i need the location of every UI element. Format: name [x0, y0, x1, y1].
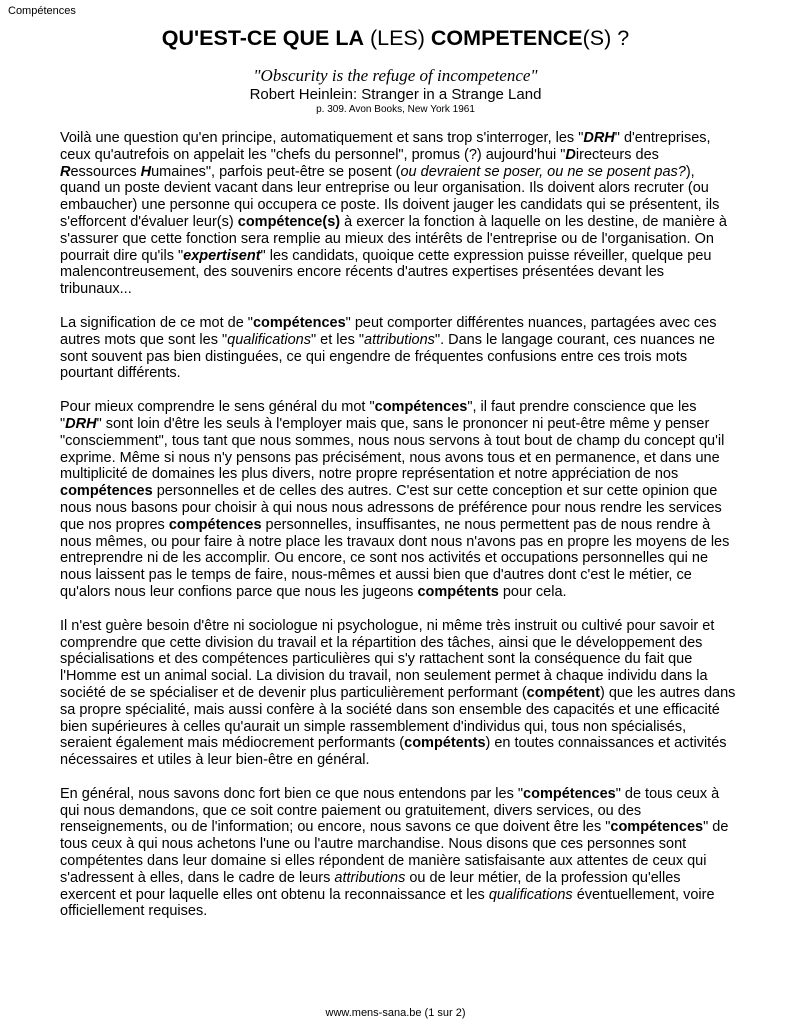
page-title — [0, 26, 791, 51]
paragraph-5 — [60, 786, 736, 920]
text-run: " d'entreprises, ceux qu'autrefois on appelait les "chefs du personnel", promus (?) aujourd'hui " — [60, 130, 711, 163]
text-run: compétences — [523, 785, 616, 802]
paragraph-3 — [60, 399, 736, 601]
text-run: éventuellement, voire officiellement requises. — [60, 886, 715, 920]
text-run: D — [565, 146, 576, 163]
text-run: pour cela. — [498, 583, 567, 600]
text-run: personnelles, insuffisantes, ne nous permettent pas de nous rendre à nous mêmes, ou pour faire à notre place les travaux dont nous n'avons pas en propre les moyens de les entreprendre ni de les accomplir. Ou encore, ce sont nos activités et occupations personnelles qui ne nous laissent pas le temps de faire, nous-mêmes et aussi bien que d'autres dont c'est le métier, ce qu'alors nous leur confions parce que nous les jugeons — [60, 516, 730, 600]
text-run: Pour mieux comprendre le sens général du mot " — [60, 399, 375, 416]
text-run: à exercer la fonction à laquelle on les destine, de manière à s'assurer que cette fonction sera remplie au mieux des intérêts de l'entreprise ou de l'organisation. On pourrait dire qu'ils " — [60, 213, 727, 264]
page-footer: www.mens-sana.be (1 sur 2) — [325, 1007, 466, 1019]
text-run: Il n'est guère besoin d'être ni sociologue ni psychologue, ni même très instruit ou cultivé pour savoir et comprendre que cette division du travail et la répartition des tâches, ainsi que le développement des spécialisations et des compétences particulières qui s'y rattachent sont la conséquence du fait que l'Homme est un animal social. La division du travail, non seulement permet à chaque individu dans la société de se spécialiser et de devenir plus particulièrement performant ( — [60, 617, 715, 701]
text-run: compétents — [417, 583, 499, 600]
text-run: ou de leur métier, de la profession qu'elles exercent et pour laquelle elles ont obtenu la reconnaissance et les — [60, 869, 681, 903]
paragraph-2 — [60, 315, 736, 382]
text-run: attributions — [364, 331, 435, 348]
text-run: En général, nous savons donc fort bien ce que nous entendons par les " — [60, 785, 524, 802]
text-run: irecteurs des — [575, 146, 659, 163]
title-part-4: (S) ? — [582, 26, 630, 50]
text-run: H — [140, 163, 152, 180]
text-run: compétence(s) — [237, 213, 341, 230]
text-run: ), quand un poste devient vacant dans leur entreprise ou leur organisation. Ils doivent alors recruter (ou embaucher) une personne qui occupera ce poste. Ils doivent jauger les candidats qui se présentent, ils s'efforcent d'évaluer leur(s) — [60, 163, 720, 230]
text-run: compétences — [252, 314, 346, 331]
article-body — [60, 130, 736, 937]
title-part-1: QU'EST-CE QUE LA — [161, 26, 364, 50]
text-run: " et les " — [310, 331, 364, 348]
text-run: compétences — [60, 483, 153, 500]
text-run: " de tous ceux à qui nous demandons, que ce soit contre paiement ou gratuitement, divers services, ou des renseignements, ou de l'information; ou encore, nous savons ce que doivent être les " — [60, 785, 720, 836]
text-run: ) que les autres dans sa propre spécialité, mais aussi confère à la société dans son ensemble des capacités et une efficacité bien supérieures à celles qu'aurait un simple rassemblement d'individus qui, tous non spécialisés, seraient également mais médiocrement performants ( — [60, 684, 736, 752]
text-run: attributions — [334, 869, 406, 886]
epigraph-source: p. 309. Avon Books, New York 1961 — [316, 104, 475, 115]
text-run: DRH — [583, 130, 615, 146]
text-run: personnelles et de celles des autres. C'est sur cette conception et sur cette opinion que nous nous basons pour choisir à qui nous nous adressons de préférence pour nous rendre les services que nos propres — [60, 483, 722, 533]
text-run: compétents — [404, 735, 486, 752]
text-run: " les candidats, quoique cette expression puisse réveiller, quelque peu malencontreusement, des souvenirs encore récents d'autres expertises présentées devant les tribunaux... — [60, 247, 712, 298]
title-part-2: (LES) — [364, 26, 431, 50]
running-header: Compétences — [8, 5, 76, 17]
paragraph-4 — [60, 618, 736, 769]
text-run: ) en toutes connaissances et activités nécessaires et utiles à leur bien-être en général. — [60, 735, 727, 769]
text-run: qualifications — [227, 331, 311, 348]
text-run: qualifications — [488, 886, 573, 903]
text-run: " sont loin d'être les seuls à l'employer mais que, sans le prononcer ni peut-être même y penser "consciemment", tous tant que nous sommes, nous nous servons à tout bout de champ du concept qu'il exprime. Même si nous n'y pensons pas précisément, nous avons tous et en permanence, et dans une multiplicité de domaines les plus divers, notre propre représentation et notre appréciation de nos — [60, 415, 725, 483]
paragraph-1 — [60, 130, 736, 298]
text-run: compétent — [526, 684, 600, 701]
text-run: compétences — [168, 516, 262, 533]
text-run: " de tous ceux à qui nous achetons l'une ou l'autre marchandise. Nous disons que ces personnes sont compétentes dans leur domaine si elles répondent de manière satisfaisante aux attentes de ceux qui s'adressent à elles, dans le cadre de leurs — [60, 819, 729, 886]
text-run: Voilà une question qu'en principe, automatiquement et sans trop s'interroger, les " — [60, 130, 584, 146]
text-run: DRH — [65, 415, 97, 432]
epigraph-quote: "Obscurity is the refuge of incompetence" — [253, 66, 538, 85]
text-run: La signification de ce mot de " — [60, 314, 253, 331]
title-part-3: COMPETENCE — [430, 26, 583, 50]
text-run: expertisent — [183, 247, 261, 264]
text-run: ", il faut prendre conscience que les " — [60, 399, 697, 432]
text-run: compétences — [374, 399, 468, 416]
text-run: essources — [70, 163, 141, 180]
text-run: ou devraient se poser, ou ne se posent pas? — [400, 163, 686, 180]
text-run: umaines", parfois peut-être se posent ( — [151, 163, 401, 180]
epigraph-author: Robert Heinlein: Stranger in a Strange Land — [249, 86, 542, 103]
text-run: ". Dans le langage courant, ces nuances ne sont souvent pas bien distinguées, ce qui engendre de fréquentes confusions entre ces trois mots pourtant différents. — [60, 331, 715, 382]
text-run: " peut comporter différentes nuances, partagées avec ces autres mots que sont les " — [60, 314, 717, 348]
text-run: compétences — [610, 819, 704, 836]
text-run: R — [60, 163, 71, 180]
